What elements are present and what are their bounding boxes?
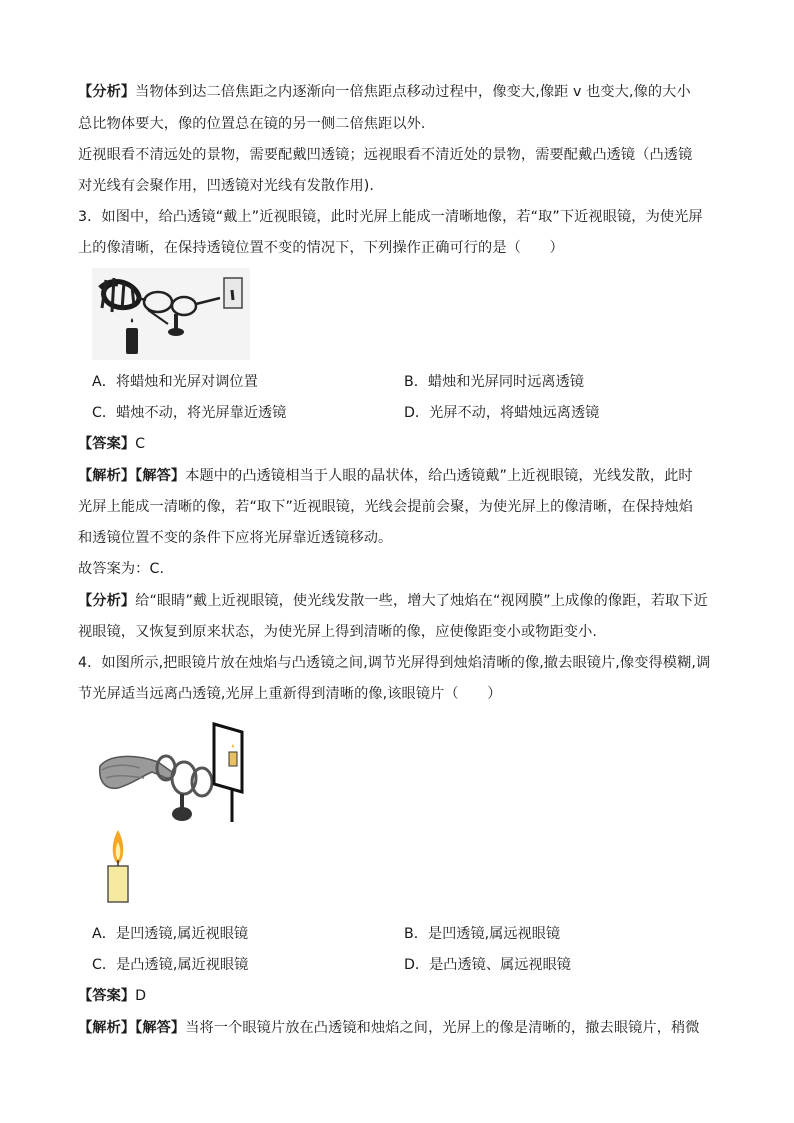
note-line: 近视眼看不清远处的景物，需要配戴凹透镜；远视眼看不清近处的景物，需要配戴凸透镜（凸透镜 — [78, 147, 693, 163]
q4-option-a: A．是凹透镜,属近视眼镜 — [92, 926, 249, 942]
q4-option-d: D．是凸透镜、属远视眼镜 — [404, 957, 571, 973]
q3-analysis: 【分析】给“眼睛”戴上近视眼镜，使光线发散一些，增大了烛焰在“视网膜”上成像的像距，若取下近 — [78, 593, 708, 609]
q4-option-c: C．是凸透镜,属近视眼镜 — [92, 957, 249, 973]
q3-explanation: 和透镜位置不变的条件下应将光屏靠近透镜移动。 — [78, 530, 393, 546]
q4-answer: 【答案】D — [78, 988, 147, 1004]
q3-explanation: 光屏上能成一清晰的像，若“取下”近视眼镜，光线会提前会聚，为使光屏上的像清晰，在保持烛焰 — [78, 499, 693, 515]
q3-answer: 【答案】C — [78, 436, 146, 452]
q4-option-b: B．是凹透镜,属远视眼镜 — [404, 926, 561, 942]
q3-explanation: 【解析】【解答】本题中的凸透镜相当于人眼的晶状体，给凸透镜戴”上近视眼镜，光线发散，此时 — [78, 468, 693, 484]
q3-stem: 3．如图中，给凸透镜“戴上”近视眼镜，此时光屏上能成一清晰地像，若“取”下近视眼镜，为使光屏 — [78, 209, 703, 225]
q4-stem: 节光屏适当远离凸透镜,光屏上重新得到清晰的像,该眼镜片（ ） — [78, 686, 502, 702]
q3-conclusion: 故答案为：C. — [78, 561, 165, 577]
q3-analysis: 视眼镜，又恢复到原来状态，为使光屏上得到清晰的像，应使像距变小或物距变小. — [78, 624, 597, 640]
q4-candle-lens-screen-figure — [92, 718, 262, 908]
q4-explanation: 【解析】【解答】当将一个眼镜片放在凸透镜和烛焰之间，光屏上的像是清晰的，撤去眼镜片，稍微 — [78, 1020, 700, 1036]
q3-option-d: D．光屏不动，将蜡烛远离透镜 — [404, 405, 600, 421]
analysis-line: 总比物体要大，像的位置总在镜的另一侧二倍焦距以外. — [78, 116, 426, 132]
q3-option-b: B．蜡烛和光屏同时远离透镜 — [404, 374, 584, 390]
note-line: 对光线有会聚作用，凹透镜对光线有发散作用). — [78, 178, 374, 194]
q3-stem: 上的像清晰，在保持透镜位置不变的情况下，下列操作正确可行的是（ ） — [78, 240, 564, 256]
q3-lens-glasses-figure — [92, 268, 250, 360]
q3-option-a: A．将蜡烛和光屏对调位置 — [92, 374, 258, 390]
q3-option-c: C．蜡烛不动，将光屏靠近透镜 — [92, 405, 287, 421]
analysis-line: 【分析】当物体到达二倍焦距之内逐渐向一倍焦距点移动过程中，像变大,像距 v 也变大,像的大小 — [78, 84, 691, 100]
q4-stem: 4．如图所示,把眼镜片放在烛焰与凸透镜之间,调节光屏得到烛焰清晰的像,撤去眼镜片,像变得模糊,调 — [78, 655, 711, 671]
